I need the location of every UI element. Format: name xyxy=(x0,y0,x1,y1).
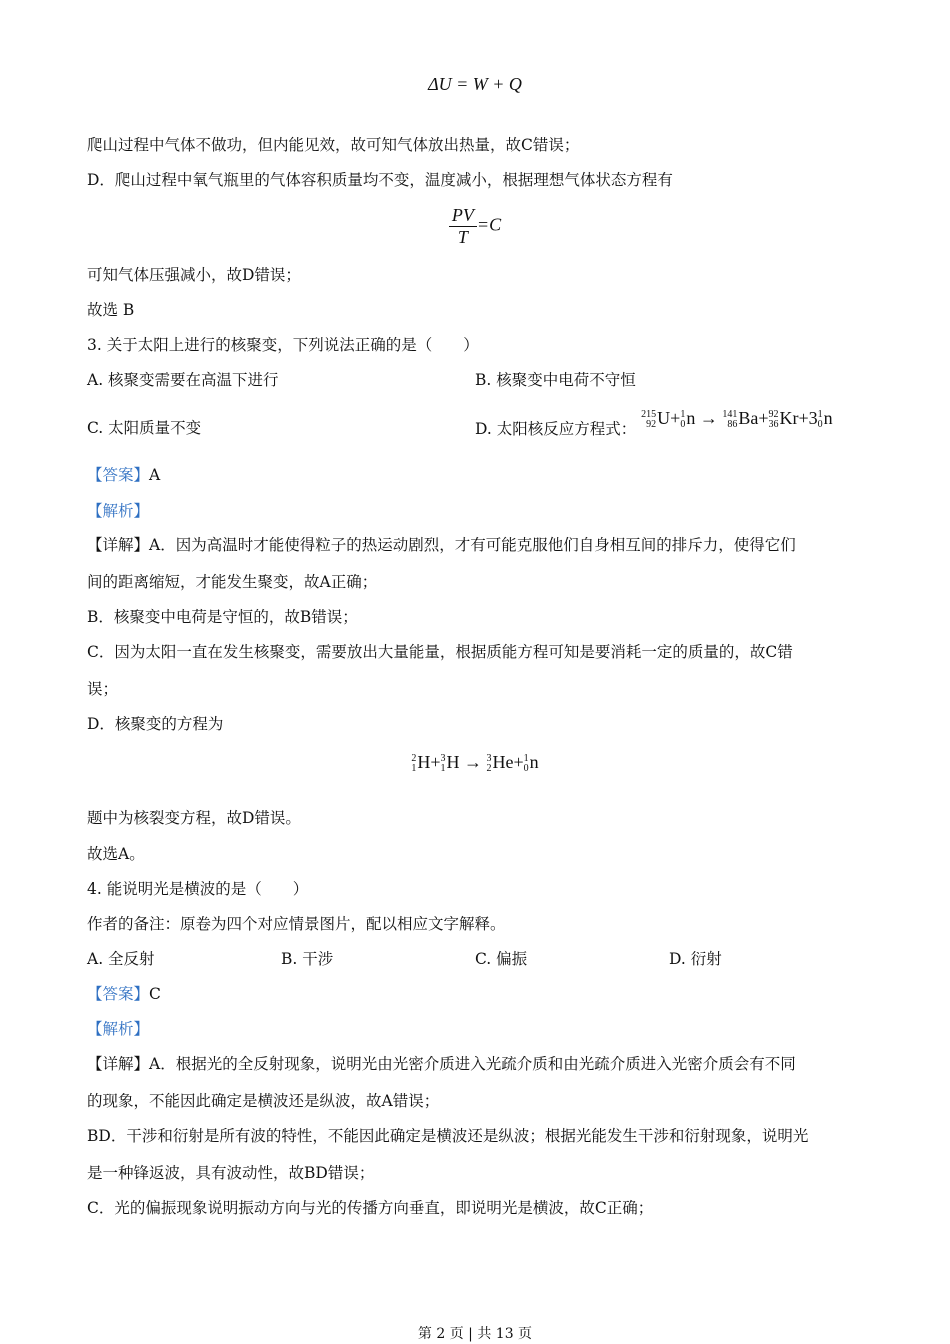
text-line: 间的距离缩短，才能发生聚变，故A正确； xyxy=(87,573,378,591)
fusion-equation: 2 1 H+ 3 1 H → 3 2 He+ 1 0 n xyxy=(411,752,539,774)
text-line: 爬山过程中气体不做功，但内能见效，故可知气体放出热量，故C错误； xyxy=(87,136,580,154)
option-4b: B. 干涉 xyxy=(281,950,334,968)
text-line: 故选 B xyxy=(87,301,135,319)
text-line: D．核聚变的方程为 xyxy=(87,715,224,733)
text-line: 故选A。 xyxy=(87,845,145,863)
option-3d-label: D. 太阳核反应方程式： xyxy=(475,420,637,438)
formula-first-law: ΔU = W + Q xyxy=(428,74,522,94)
analysis-3-heading: 【解析】 xyxy=(87,502,150,520)
answer-3: 【答案】A xyxy=(87,466,161,484)
question-4: 4. 能说明光是横波的是（ ） xyxy=(87,880,309,898)
page-footer: 第 2 页 | 共 13 页 xyxy=(417,1326,533,1342)
text-line: B．核聚变中电荷是守恒的，故B错误； xyxy=(87,608,358,626)
option-3c: C. 太阳质量不变 xyxy=(87,419,202,437)
option-4a: A. 全反射 xyxy=(87,950,155,968)
option-3d xyxy=(475,408,833,440)
fission-equation: 215 92 U+ 1 0 n → 141 86 Ba+ 92 36 Kr+3 1 0 n xyxy=(641,408,833,430)
text-line: BD．干涉和衍射是所有波的特性，不能因此确定是横波还是纵波；根据光能发生干涉和衍射现象，说明光 xyxy=(87,1127,809,1145)
formula-gas-law xyxy=(0,205,950,248)
text-line: 误； xyxy=(87,680,119,698)
detail-3: 【详解】A．因为高温时才能使得粒子的热运动剧烈，才有可能克服他们自身相互间的排斥力，使得它们 xyxy=(87,536,796,554)
text-line: C．因为太阳一直在发生核聚变，需要放出大量能量，根据质能方程可知是要消耗一定的质量的，故C错 xyxy=(87,643,793,661)
option-4d: D. 衍射 xyxy=(669,950,722,968)
fraction-numerator: PV xyxy=(449,205,477,227)
option-3b: B. 核聚变中电荷不守恒 xyxy=(475,371,636,389)
detail-4: 【详解】A．根据光的全反射现象，说明光由光密介质进入光疏介质和由光疏介质进入光密介质会有不同 xyxy=(87,1055,796,1073)
text-line: C．光的偏振现象说明振动方向与光的传播方向垂直，即说明光是横波，故C正确； xyxy=(87,1199,654,1217)
text-line: 是一种锋返波，具有波动性，故BD错误； xyxy=(87,1164,375,1182)
text-line: 的现象，不能因此确定是横波还是纵波，故A错误； xyxy=(87,1092,440,1110)
text-line: D．爬山过程中氧气瓶里的气体容积质量均不变，温度减小，根据理想气体状态方程有 xyxy=(87,171,673,189)
answer-4: 【答案】C xyxy=(87,985,161,1003)
option-4c: C. 偏振 xyxy=(475,950,528,968)
option-3a: A. 核聚变需要在高温下进行 xyxy=(87,371,279,389)
question-3: 3. 关于太阳上进行的核聚变，下列说法正确的是（ ） xyxy=(87,336,479,354)
formula-rhs: =C xyxy=(476,214,502,235)
fraction-denominator: T xyxy=(457,227,468,247)
author-note: 作者的备注：原卷为四个对应情景图片，配以相应文字解释。 xyxy=(87,915,506,933)
text-line: 题中为核裂变方程，故D错误。 xyxy=(87,809,301,827)
text-line: 可知气体压强减小，故D错误； xyxy=(87,266,301,284)
analysis-4-heading: 【解析】 xyxy=(87,1020,150,1038)
